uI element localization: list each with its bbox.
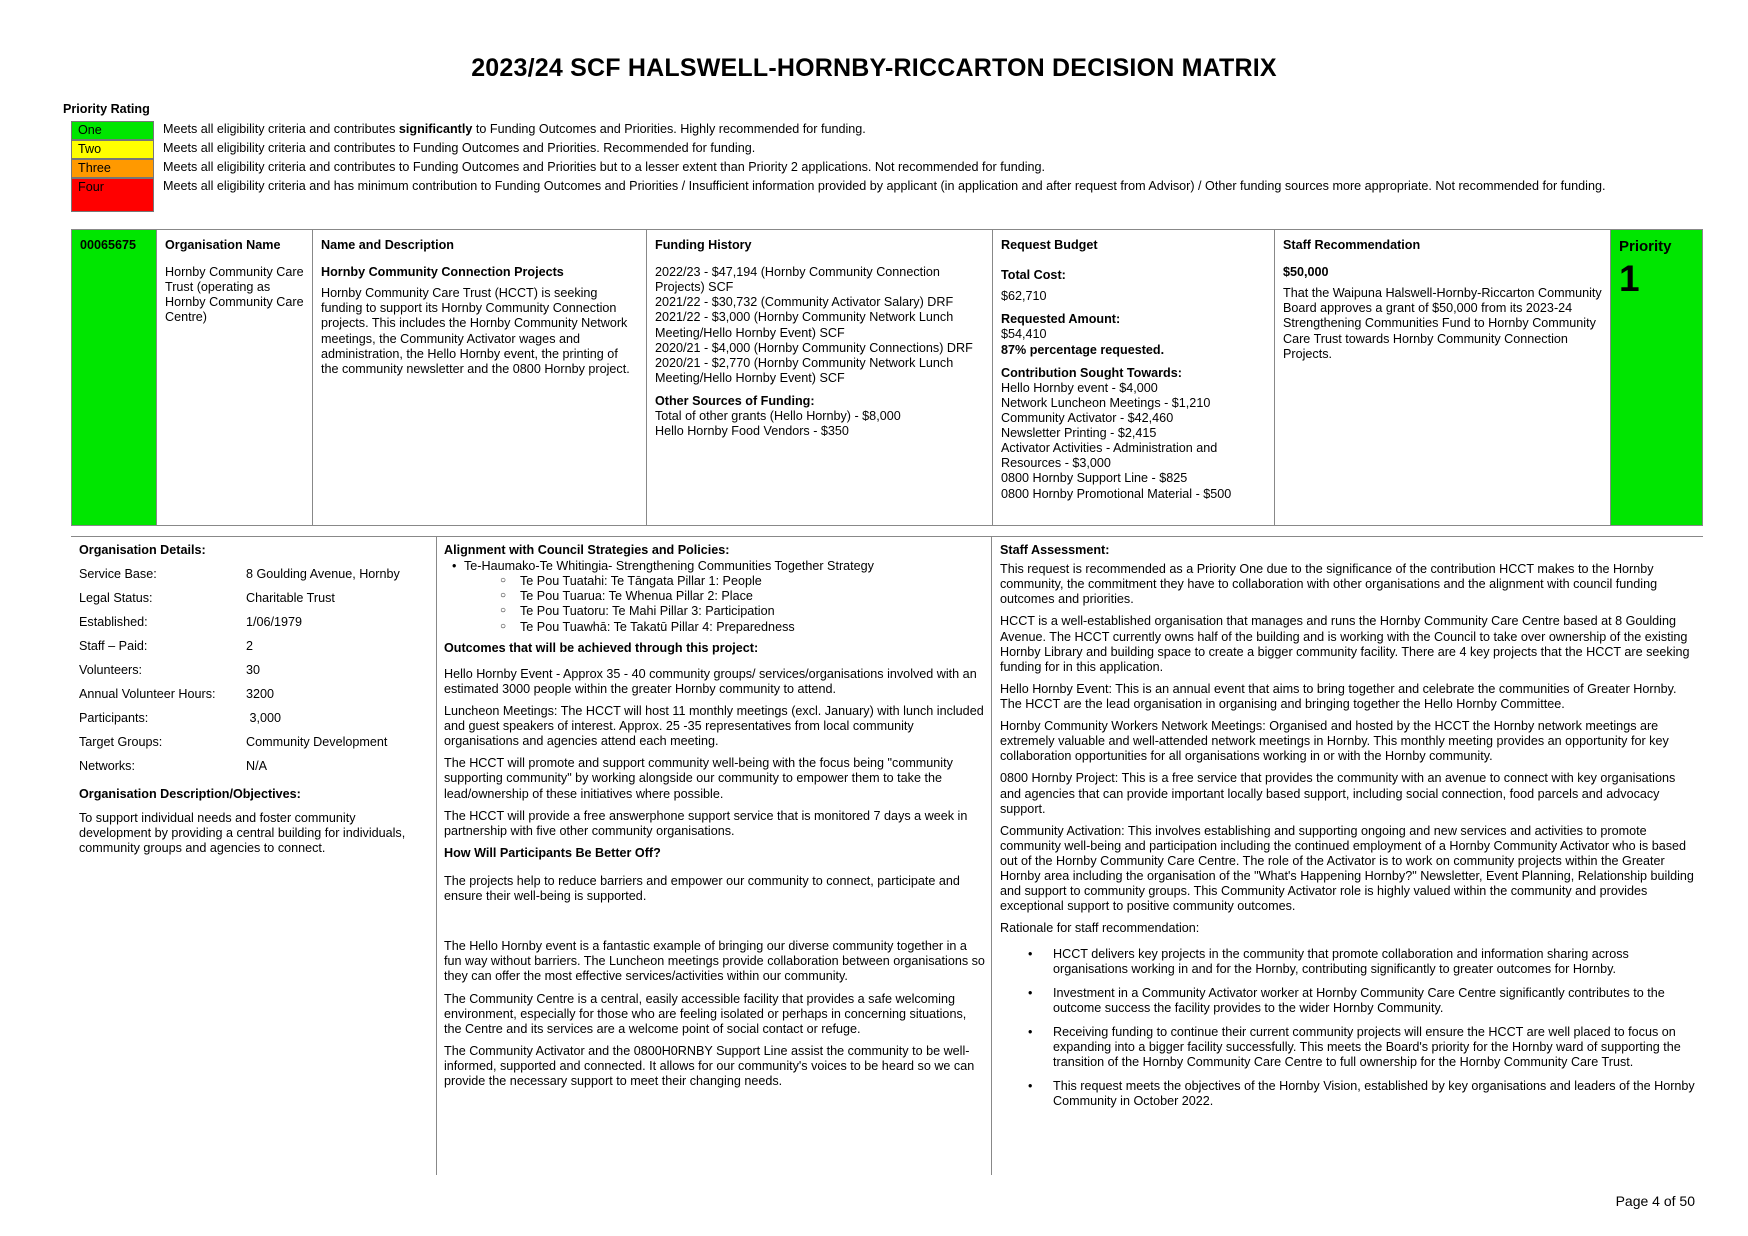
priority-two-description: Meets all eligibility criteria and contributes to Funding Outcomes and Priorities. Recommended for funding. [163, 141, 756, 155]
column-divider [991, 537, 992, 1175]
staff-recommendation-cell [1275, 230, 1611, 525]
pillar-list [464, 574, 986, 634]
detail-row-target-groups: Target Groups: Community Development [79, 735, 388, 750]
funding-history-item: 2022/23 - $47,194 (Hornby Community Connection Projects) SCF [655, 265, 940, 295]
pillar-item: ○ Te Pou Tuarua: Te Whenua Pillar 2: Place [500, 589, 986, 604]
priority-rating-heading: Priority Rating [63, 102, 150, 116]
better-off-paragraph: The Community Centre is a central, easily accessible facility that provides a safe welcoming environment, especially for those who are feeling isolated or perhaps in concerning situations, the Centre and its services are a welcome point of social contact or refuge. [444, 991, 967, 1036]
contribution-item: Activator Activities - Administration and Resources - $3,000 [1001, 441, 1218, 471]
contribution-item: Community Activator - $42,460 [1001, 410, 1174, 425]
funding-history-item: 2021/22 - $30,732 (Community Activator Salary) DRF [655, 295, 954, 310]
application-id-cell [72, 230, 157, 525]
requested-amount-label: Requested Amount: [1001, 312, 1121, 327]
assessment-paragraph: Community Activation: This involves establishing and supporting ongoing and new services and activities to promote community well-being and participation including the continued employment of a Hornby Community Activator who is based out of the Hornby Community Care Centre. The role of the Activator is to work on community projects within the Greater Hornby area including the organisation of the "What's Happening Hornby?" Newsletter, Event Planning, Relationship building and support to community groups. This Community Activator role is highly valued within the community and provides exceptional support to positive community outcomes. [1000, 823, 1694, 914]
alignment-heading: Alignment with Council Strategies and Policies: [444, 543, 730, 557]
application-id: 00065675 [80, 238, 137, 252]
requested-percentage: 87% percentage requested. [1001, 342, 1165, 357]
detail-row-legal-status: Legal Status: Charitable Trust [79, 591, 335, 606]
other-source-item: Hello Hornby Food Vendors - $350 [655, 424, 849, 439]
staff-assessment-section [1000, 543, 1698, 1119]
section-divider [71, 536, 1703, 537]
org-name-heading: Organisation Name [165, 238, 281, 252]
staff-assessment-heading: Staff Assessment: [1000, 543, 1110, 557]
funding-history-item: 2021/22 - $3,000 (Hornby Community Network Lunch Meeting/Hello Hornby Event) SCF [655, 310, 954, 340]
request-budget-heading: Request Budget [1001, 238, 1098, 252]
detail-row-annual-volunteer-hours: Annual Volunteer Hours: 3200 [79, 687, 275, 702]
rationale-item: • HCCT delivers key projects in the community that promote collaboration and information sharing across organisations working in and for the Hornby, contributing significantly to greater outcomes for Hornby. [1000, 947, 1698, 977]
contribution-item: 0800 Hornby Promotional Material - $500 [1001, 486, 1232, 501]
application-table [71, 229, 1703, 526]
total-cost-label: Total Cost: [1001, 268, 1066, 283]
staff-recommendation-amount: $50,000 [1283, 265, 1329, 280]
detail-row-established: Established: 1/06/1979 [79, 615, 303, 630]
assessment-paragraph: This request is recommended as a Priority One due to the significance of the contribution HCCT makes to the Hornby community, the commitment they have to collaboration with other organisations and the alignment with council funding outcomes and priorities. [1000, 562, 1658, 607]
other-source-item: Total of other grants (Hello Hornby) - $8,000 [655, 409, 901, 424]
name-description-cell [313, 230, 647, 525]
rationale-item: • This request meets the objectives of the Hornby Vision, established by key organisations and leaders of the Hornby Community in October 2022. [1000, 1079, 1698, 1109]
priority-one-swatch: One [71, 121, 154, 140]
staff-recommendation-text: That the Waipuna Halswell-Hornby-Riccarton Community Board approves a grant of $50,000 from its 2023-24 Strengthening Communities Fund to Hornby Community Care Trust towards Hornby Community Connection Projects. [1283, 286, 1602, 361]
priority-four-description: Meets all eligibility criteria and has minimum contribution to Funding Outcomes and Priorities / Insufficient information provided by applicant (in application and after request from Advisor) / Other funding sources more appropriate. Not recommended for funding. [163, 179, 1606, 193]
pillar-item: ○ Te Pou Tuawhā: Te Takatū Pillar 4: Preparedness [500, 620, 986, 635]
rationale-item: • Investment in a Community Activator worker at Hornby Community Care Centre significantly contributes to the outcome success the facility provides to the wider Hornby Community. [1000, 986, 1698, 1016]
funding-history-item: 2020/21 - $4,000 (Hornby Community Connections) DRF [655, 340, 973, 355]
funding-history-cell [647, 230, 993, 525]
rationale-list [1000, 947, 1698, 1110]
contribution-item: Hello Hornby event - $4,000 [1001, 380, 1158, 395]
organisation-details-heading: Organisation Details: [79, 543, 206, 557]
priority-one-description: Meets all eligibility criteria and contributes significantly to Funding Outcomes and Priorities. Highly recommended for funding. [163, 122, 866, 136]
pillar-item: ○ Te Pou Tuatoru: Te Mahi Pillar 3: Participation [500, 604, 986, 619]
page-title: 2023/24 SCF HALSWELL-HORNBY-RICCARTON DECISION MATRIX [471, 54, 1277, 82]
assessment-paragraph: Hello Hornby Event: This is an annual event that aims to bring together and celebrate the communities of Greater Hornby. The HCCT are the lead organisation in organising and bringing together the Hello Hornby Committee. [1000, 681, 1677, 711]
rationale-item: • Receiving funding to continue their current community projects will ensure the HCCT are well placed to focus on expanding into a bigger facility successfully. This meets the Board's priority for the Hornby ward of supporting the transition of the Hornby Community Care Centre to full ownership for the Hornby Community Care Trust. [1000, 1025, 1698, 1070]
outcome-paragraph: The HCCT will provide a free answerphone support service that is monitored 7 days a week in partnership with five other community organisations. [444, 808, 968, 838]
better-off-paragraph: The projects help to reduce barriers and empower our community to connect, participate and ensure their well-being is supported. [444, 873, 960, 904]
pillar-item: ○ Te Pou Tuatahi: Te Tāngata Pillar 1: People [500, 574, 986, 589]
better-off-heading: How Will Participants Be Better Off? [444, 845, 661, 860]
other-sources-heading: Other Sources of Funding: [655, 393, 815, 408]
staff-recommendation-heading: Staff Recommendation [1283, 238, 1421, 252]
rationale-heading: Rationale for staff recommendation: [1000, 921, 1200, 936]
organisation-description-heading: Organisation Description/Objectives: [79, 787, 301, 802]
outcome-paragraph: Hello Hornby Event - Approx 35 - 40 community groups/ services/organisations involved with an estimated 3000 people within the greater Hornby community to attend. [444, 666, 977, 696]
contribution-item: Network Luncheon Meetings - $1,210 [1001, 395, 1211, 410]
column-divider [436, 537, 437, 1175]
alignment-section [444, 543, 986, 1096]
total-cost-value: $62,710 [1001, 289, 1047, 304]
outcome-paragraph: Luncheon Meetings: The HCCT will host 11 monthly meetings (excl. January) with lunch included and guest speakers of interest. Approx. 25 -35 representatives from local community organisations and agencies attend each meeting. [444, 703, 984, 749]
better-off-paragraph: The Community Activator and the 0800H0RNBY Support Line assist the community to be well-informed, supported and connected. It allows for our community's voices to be heard so we can provide the necessary support to meet their changing needs. [444, 1043, 975, 1089]
detail-row-networks: Networks: N/A [79, 759, 267, 774]
assessment-paragraph: Hornby Community Workers Network Meetings: Organised and hosted by the HCCT the Hornby network meetings are extremely valuable and well-attended network meetings in Hornby. This monthly meeting provides an opportunity for key collaboration opportunities for all organisations working in or with the Hornby community. [1000, 719, 1669, 764]
better-off-paragraph: The Hello Hornby event is a fantastic example of bringing our diverse community together in a fun way without barriers. The Luncheon meetings provide collaboration between organisations so they can offer the most effective services/activities within our community. [444, 939, 985, 984]
funding-history-heading: Funding History [655, 238, 752, 252]
organisation-description: To support individual needs and foster community development by providing a central building for individuals, community groups and agencies to connect. [79, 811, 406, 856]
project-description: Hornby Community Care Trust (HCCT) is seeking funding to support its Hornby Community Connection projects. This includes the Hornby Community Network meetings, the Community Activator wages and administration, the Hello Hornby event, the printing of the community newsletter and the 0800 Hornby project. [321, 286, 630, 376]
page-number: Page 4 of 50 [1615, 1193, 1695, 1209]
contribution-item: Newsletter Printing - $2,415 [1001, 426, 1157, 441]
priority-two-swatch: Two [71, 140, 154, 159]
assessment-paragraph: 0800 Hornby Project: This is a free service that provides the community with an avenue to connect with key organisations and agencies that can provide important locally based support, including social connection, food parcels and advocacy support. [1000, 771, 1676, 816]
request-budget-cell [993, 230, 1275, 525]
detail-row-participants: Participants: 3,000 [79, 711, 282, 726]
detail-row-volunteers: Volunteers: 30 [79, 663, 261, 678]
priority-three-description: Meets all eligibility criteria and contributes to Funding Outcomes and Priorities but to a lesser extent than Priority 2 applications. Not recommended for funding. [163, 160, 1046, 174]
priority-three-swatch: Three [71, 159, 154, 178]
priority-value: 1 [1619, 258, 1640, 299]
strategy-list [444, 559, 986, 635]
priority-cell [1611, 230, 1702, 525]
detail-row-staff-paid: Staff – Paid: 2 [79, 639, 254, 654]
detail-row-service-base: Service Base: 8 Goulding Avenue, Hornby [79, 567, 400, 582]
funding-history-item: 2020/21 - $2,770 (Hornby Community Network Lunch Meeting/Hello Hornby Event) SCF [655, 355, 954, 385]
assessment-paragraph: HCCT is a well-established organisation that manages and runs the Hornby Community Care Centre based at 8 Goulding Avenue. The HCCT currently owns half of the building and is working with the Council to take over ownership of the existing Hornby Library and building space to create a bigger community facility. There are 4 key projects that the HCCT are seeking funding for in this application. [1000, 614, 1690, 674]
contribution-item: 0800 Hornby Support Line - $825 [1001, 471, 1188, 486]
name-description-heading: Name and Description [321, 238, 454, 252]
outcome-paragraph: The HCCT will promote and support community well-being with the focus being "community supporting community" by working alongside our community to empower them to take the lead/ownership of these initiatives where possible. [444, 756, 953, 801]
project-name: Hornby Community Connection Projects [321, 265, 564, 280]
strategy-item: • Te-Haumako-Te Whitingia- Strengthening Communities Together Strategy ○ Te Pou Tuatahi: Te Tāngata Pillar 1: People ○ Te Pou Tuarua: Te Whenua Pillar 2: Place ○ Te Pou Tuatoru: Te Mahi Pillar 3: Participation ○ Te Pou Tuawhā: Te Takatū Pillar 4: Preparedness [452, 559, 986, 635]
org-name: Hornby Community Care Trust (operating as Hornby Community Care Centre) [165, 265, 304, 325]
organisation-details-section [79, 543, 429, 857]
contribution-heading: Contribution Sought Towards: [1001, 365, 1182, 380]
priority-heading: Priority [1619, 238, 1672, 255]
outcomes-heading: Outcomes that will be achieved through this project: [444, 640, 759, 655]
priority-four-swatch: Four [71, 178, 154, 212]
org-name-cell [157, 230, 313, 525]
requested-amount-value: $54,410 [1001, 327, 1047, 342]
